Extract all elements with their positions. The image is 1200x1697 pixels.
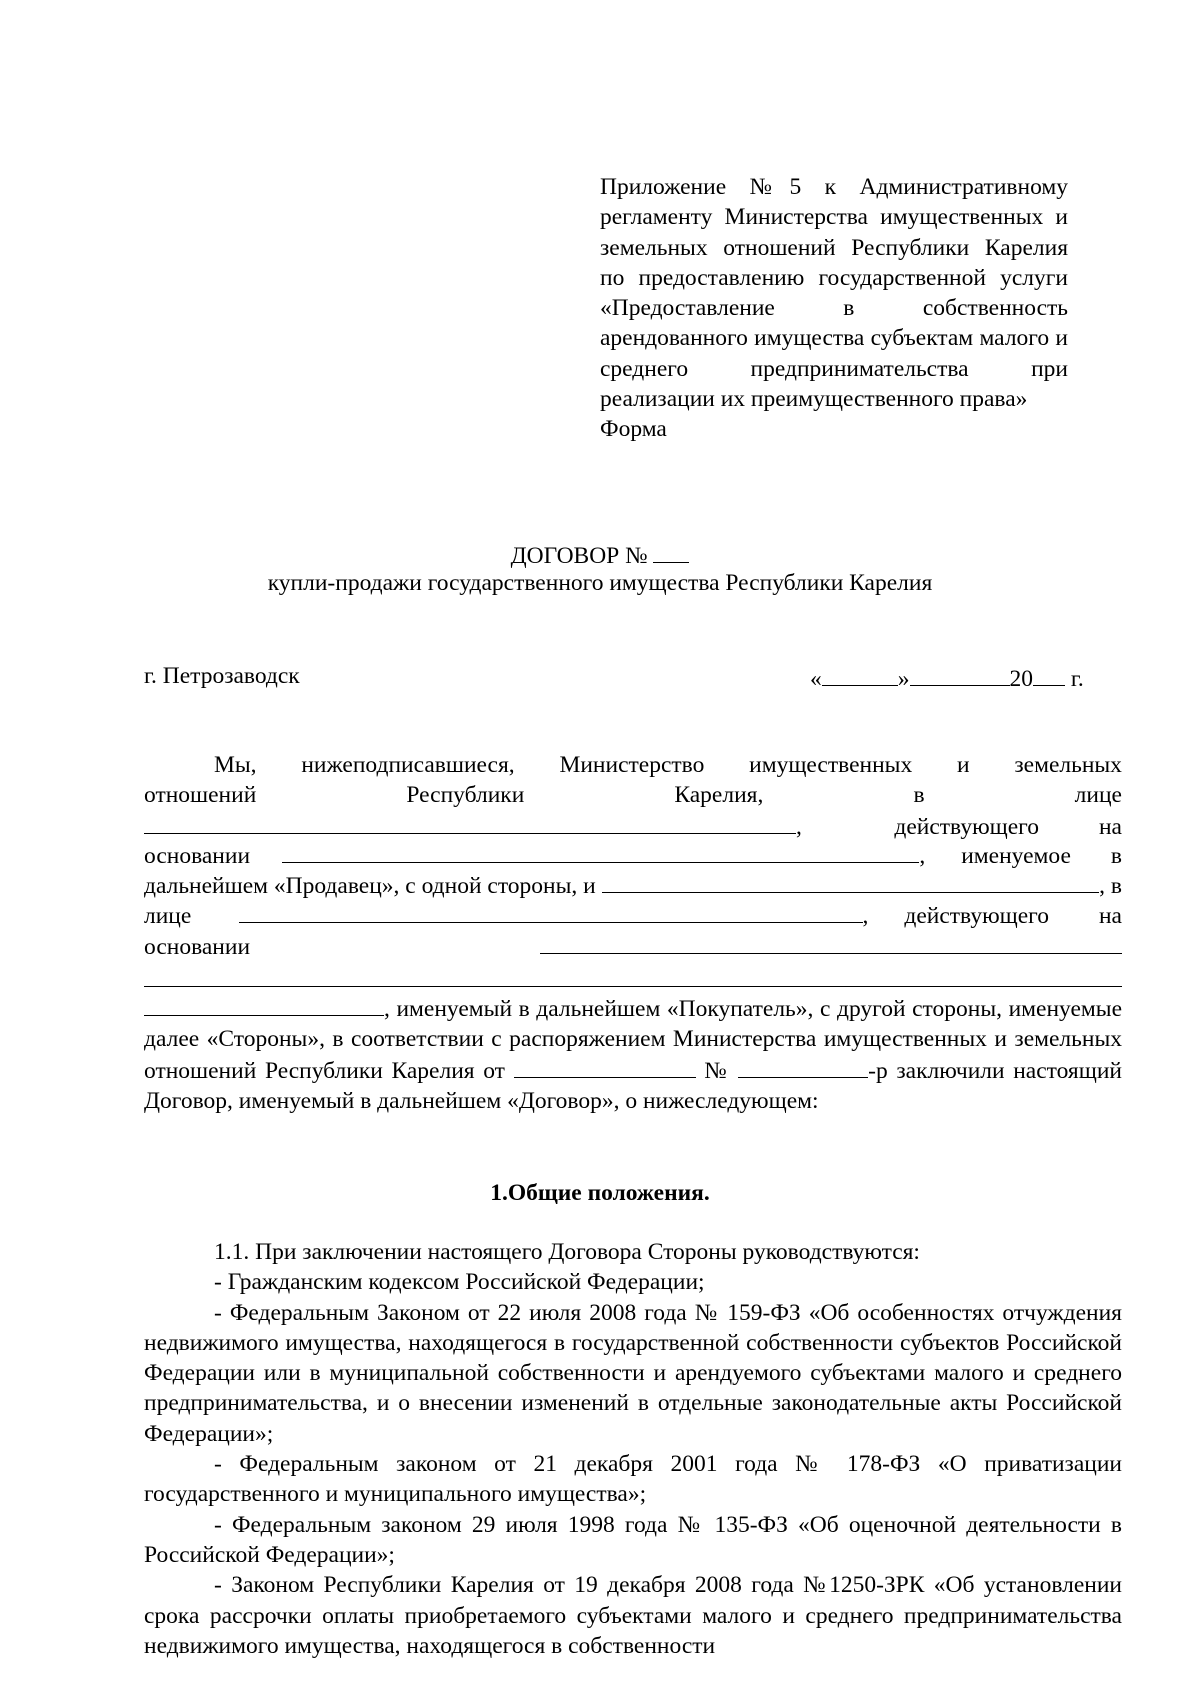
date-quote-close: » [897,666,910,692]
list-item: - Законом Республики Карелия от 19 декабря 2008 года №1250-ЗРК «Об установлении срока рассрочки оплаты приобретаемого субъектами малого и среднего предпринимательства недвижимого имущества, находящегося в собственности [144,1572,1122,1659]
order-date-blank [514,1055,696,1078]
word: Республики [406,782,525,809]
parties-line-4 [144,841,1122,871]
list-item: 1.1. При заключении настоящего Договора Стороны руководствуются: [214,1239,920,1265]
list-item: - Федеральным Законом от 22 июля 2008 года № 159-ФЗ «Об особенностях отчуждения недвижимого имущества, находящегося в государственной собственности субъектов Российской Федерации или в муниципальной собственности и арендуемого субъектами малого и среднего предпринимательства, и о внесении изменений в отдельные законодательные акты Российской Федерации»; [144,1299,1122,1447]
seller-representative-blank [144,811,796,834]
date-line [810,663,1084,693]
year-prefix: 20 [1009,666,1033,692]
buyer-basis-blank-end [144,993,384,1016]
word: именуемое [961,842,1071,869]
list-item: - Федеральным законом 29 июля 1998 года № 135-ФЗ «Об оценочной деятельности в Российской Федерации»; [144,1511,1122,1568]
word: нижеподписавшиеся, [301,752,515,778]
buyer-basis-blank [540,933,1122,954]
parties-line-1 [144,750,1122,780]
appendix-block [600,172,1068,445]
section-1-list [144,1237,1122,1661]
section-1-title: 1.Общие положения. [490,1180,710,1206]
parties-paragraph-2 [144,993,1122,1116]
parties-text: , именуемый в дальнейшем «Покупатель», с другой стороны, именуемые далее «Стороны», в соответствии с распоряжением Министерства имущественных и земельных отношений Республики Карелия от [144,996,1122,1084]
buyer-name-blank [602,872,1099,893]
parties-line-7 [144,932,1122,962]
word: земельных [1014,752,1122,778]
order-number-blank [738,1055,868,1078]
appendix-text: Приложение №5 к Административному регламенту Министерства имущественных и земельных отношений Республики Карелия по предоставлению государственной услуги «Предоставление в собственность арендованного имущества субъектам малого и среднего предпринимательства при реализации их преимущественного права» [600,174,1068,413]
word: лице [1074,782,1122,809]
contract-subtitle: купли-продажи государственного имущества Республики Карелия [267,570,933,596]
order-number-sign: № [704,1057,730,1084]
parties-paragraph [144,750,1122,1116]
word: Мы, [214,752,257,778]
word: лице [144,903,192,930]
month-blank [910,663,1010,686]
year-suffix: г. [1070,666,1084,692]
word: действующего [904,903,1049,930]
word: основании [144,842,251,869]
word: и [957,752,970,778]
word: отношений [144,782,257,809]
seller-basis-blank [282,842,919,863]
word: в [1110,842,1122,869]
comma: , [919,842,926,869]
word: основании [144,933,251,960]
contract-title-text: ДОГОВОР № [510,543,648,569]
word: в [913,782,925,809]
word: на [1098,903,1122,930]
buyer-basis-blank-continued [144,962,1122,987]
parties-line-2 [144,780,1122,810]
city: г. Петрозаводск [144,663,300,689]
list-item: - Федеральным законом от 21 декабря 2001 года № 178-ФЗ «О приватизации государственного и муниципального имущества»; [144,1451,1122,1508]
parties-line-5 [144,871,1122,901]
list-item: - Гражданским кодексом Российской Федерации; [214,1269,705,1296]
word: действующего [894,813,1039,840]
comma: , [862,903,869,930]
word: Министерство [559,752,705,778]
date-quote-open: « [810,666,822,692]
parties-text-end: -р заключили настоящий Договор, именуемый в дальнейшем «Договор», о нижеследующем: [144,1057,1122,1114]
word: имущественных [749,752,913,778]
parties-line-6 [144,901,1122,931]
day-blank [822,663,898,686]
comma: , [796,813,802,840]
buyer-representative-blank [239,902,862,923]
word: , в [1099,873,1122,900]
contract-number-blank [653,540,689,563]
parties-line-3 [144,811,1122,841]
form-label: Форма [600,416,667,443]
word: на [1098,813,1122,840]
word: дальнейшем «Продавец», с одной стороны, и [144,873,596,900]
contract-title [0,540,1200,570]
word: Карелия, [674,782,764,809]
year-blank [1033,663,1065,686]
